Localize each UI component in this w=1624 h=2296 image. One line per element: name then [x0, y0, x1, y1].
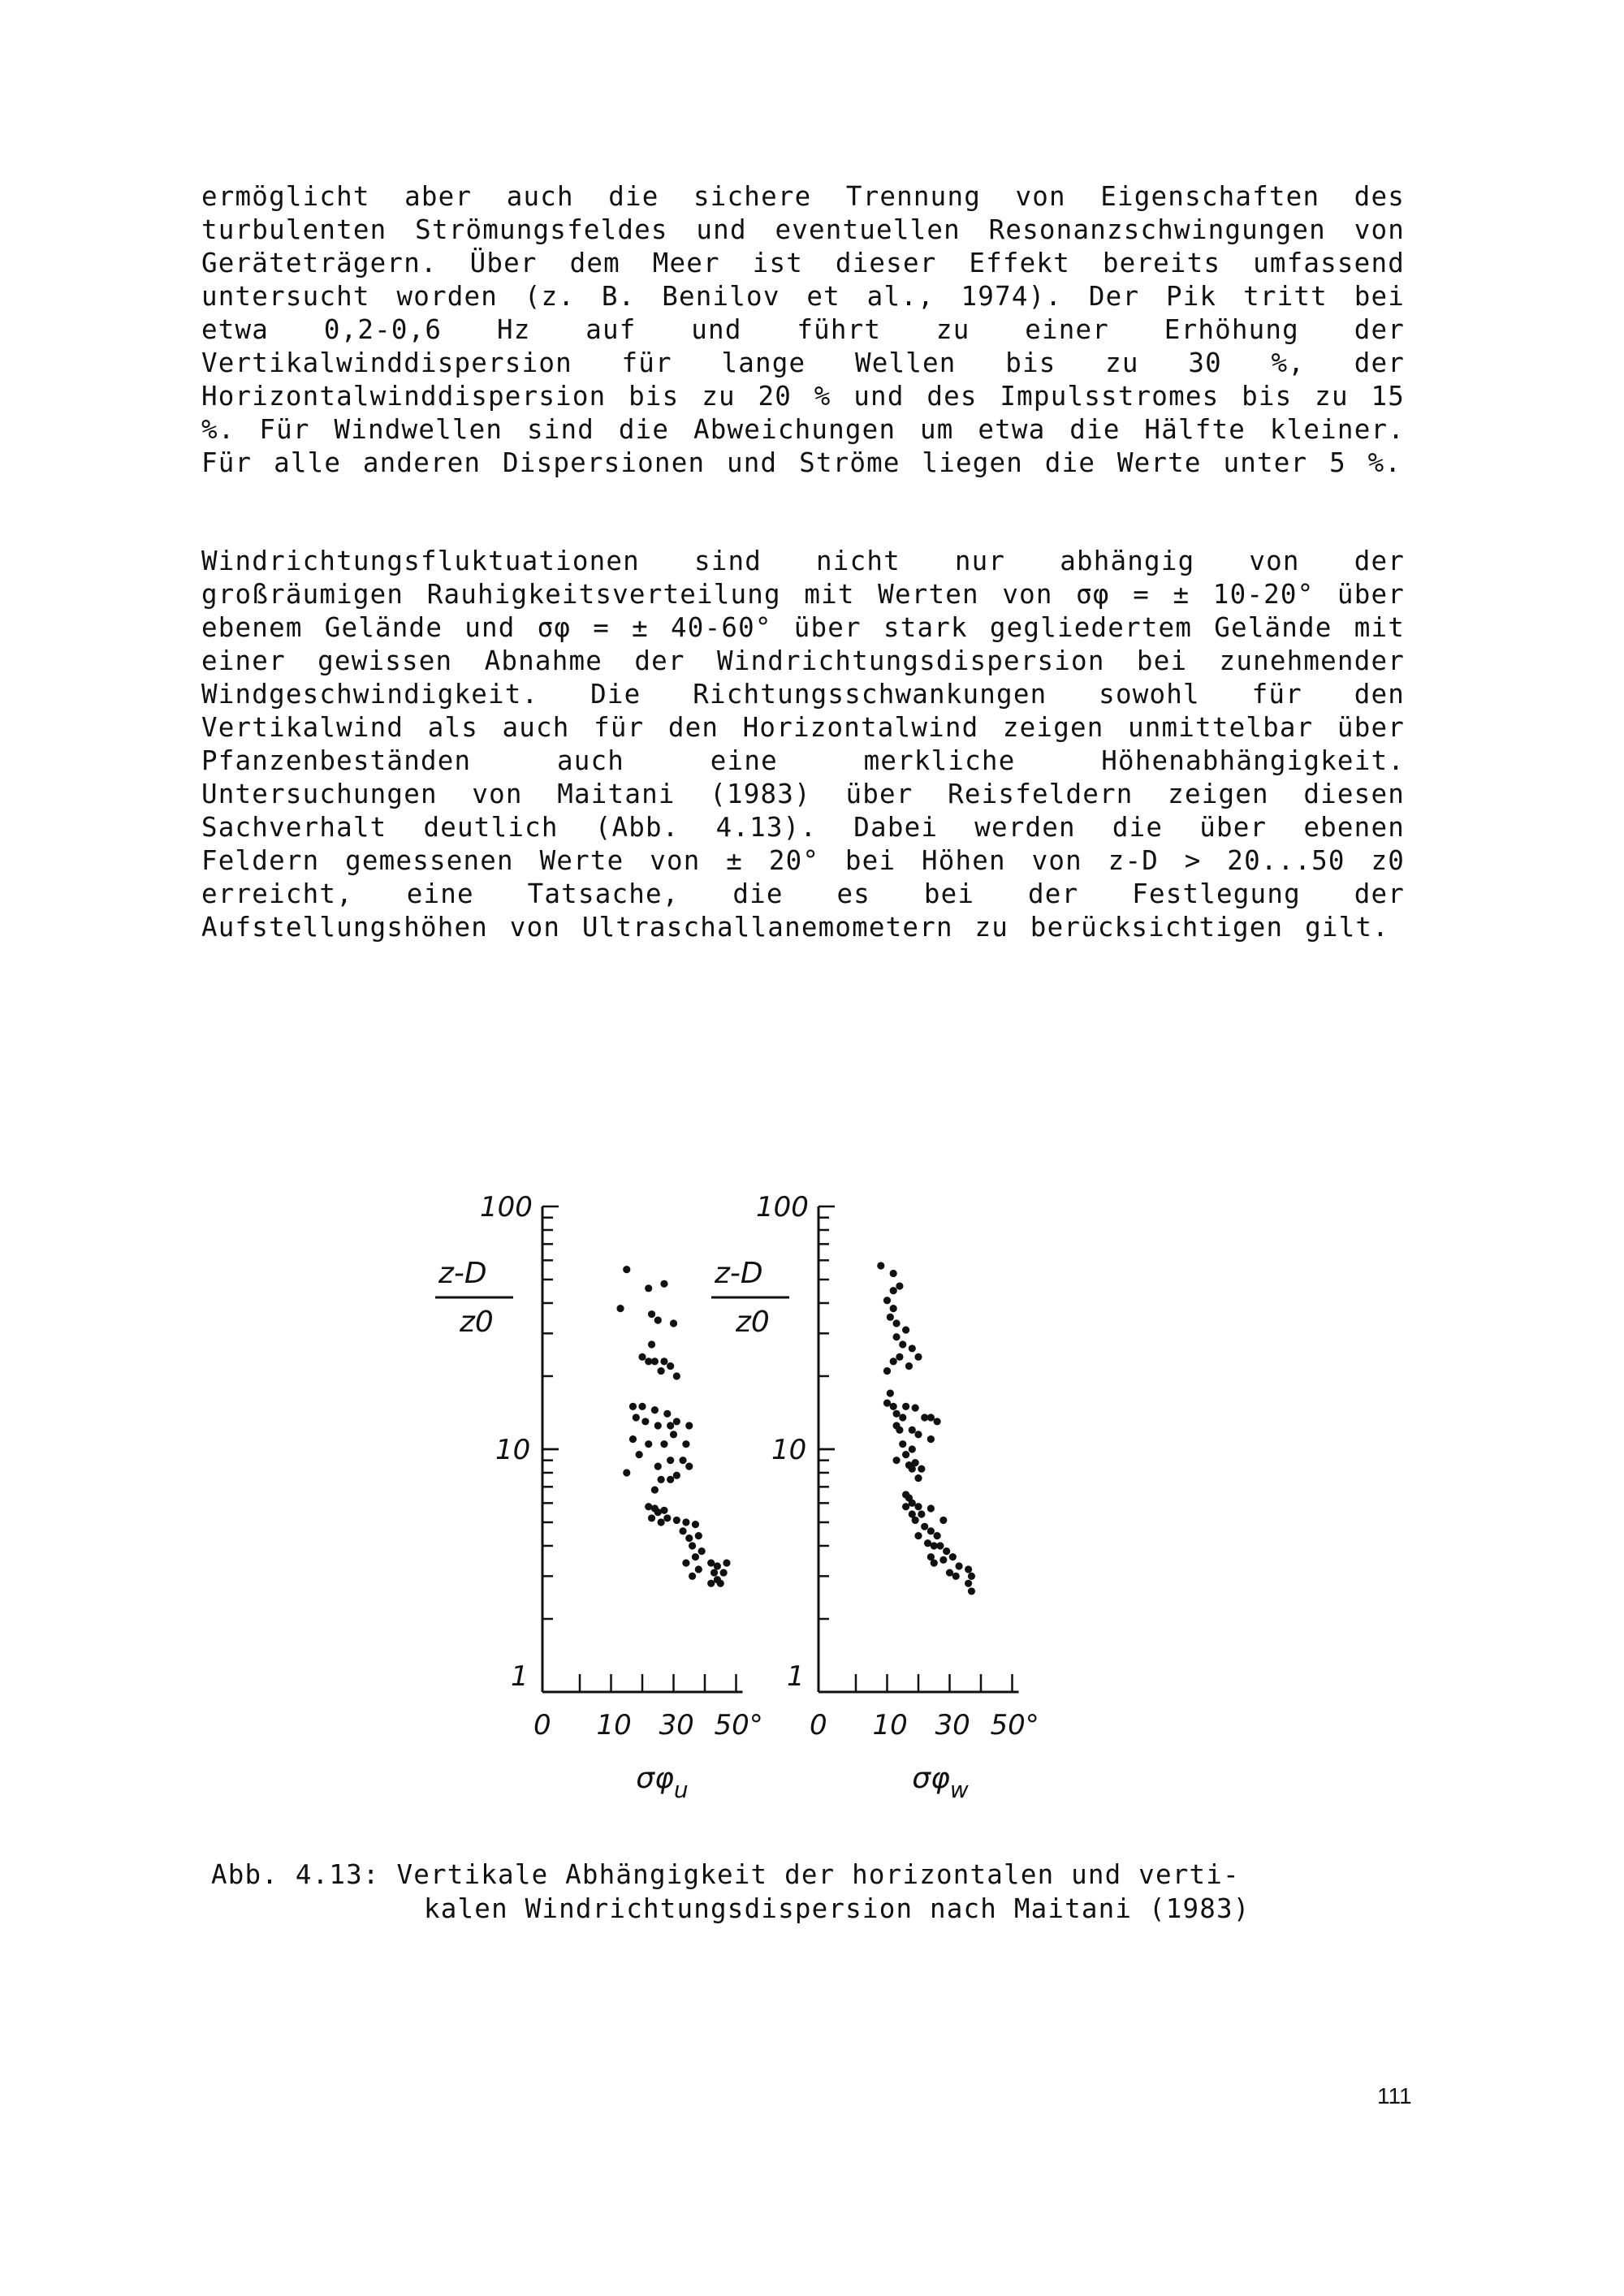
data-point	[629, 1403, 637, 1410]
figure-caption	[211, 1858, 1429, 1926]
data-point	[667, 1476, 674, 1483]
data-point	[651, 1357, 659, 1365]
data-point	[887, 1314, 894, 1321]
caption-line-1: Vertikale Abhängigkeit der horizontalen und verti-	[396, 1859, 1240, 1890]
data-point	[679, 1457, 686, 1464]
y-tick-label: 1	[511, 1660, 529, 1693]
caption-label: Abb. 4.13:	[211, 1859, 380, 1890]
data-point	[968, 1573, 975, 1580]
y-tick-label: 1	[787, 1660, 805, 1693]
caption-line-2: kalen Windrichtungsdispersion nach Maitani (1983)	[424, 1893, 1250, 1924]
data-point	[892, 1333, 900, 1340]
page-number: 111	[1377, 2083, 1412, 2108]
data-point	[909, 1465, 916, 1473]
body-paragraph-1: ermöglicht aber auch die sichere Trennung von Eigenschaften des turbulenten Strömungsfeldes und eventuellen Resonanzschwingungen von Geräteträgern. Über dem Meer ist dieser Effekt bereits umfassend untersucht worden (z. B. Benilov et al., 1974). Der Pik tritt bei etwa 0,2-0,6 Hz auf und führt zu einer Erhöhung der Vertikalwinddispersion für lange Wellen bis zu 30 %, der Horizontalwinddispersion bis zu 20 % und des Impulsstromes bis zu 15 %. Für Windwellen sind die Abweichungen um etwa die Hälfte kleiner. Für alle anderen Dispersionen und Ströme liegen die Werte unter 5 %.	[201, 181, 1405, 478]
data-point	[623, 1266, 630, 1273]
data-point	[896, 1282, 903, 1289]
data-point	[931, 1559, 938, 1566]
x-tick-label: 0	[810, 1709, 827, 1741]
data-point	[914, 1532, 922, 1539]
data-point	[909, 1344, 916, 1352]
data-point	[890, 1305, 897, 1312]
data-point	[667, 1457, 674, 1464]
data-point	[648, 1310, 655, 1318]
data-point	[695, 1532, 702, 1539]
data-point	[633, 1413, 640, 1421]
data-point	[914, 1353, 922, 1361]
data-point	[692, 1553, 699, 1560]
data-point	[689, 1573, 696, 1580]
data-point	[892, 1410, 900, 1418]
data-point	[717, 1580, 724, 1587]
data-point	[723, 1559, 730, 1566]
x-tick-label: 30	[935, 1709, 970, 1741]
data-point	[890, 1287, 897, 1294]
data-point	[934, 1532, 941, 1539]
data-point	[658, 1518, 665, 1526]
data-point	[673, 1372, 680, 1379]
data-point	[698, 1547, 706, 1555]
x-axis-label-subscript: u	[673, 1776, 689, 1803]
data-point	[890, 1357, 897, 1365]
data-point	[645, 1440, 652, 1448]
y-label-denominator: z0	[736, 1306, 770, 1339]
data-point	[943, 1547, 950, 1555]
data-point	[651, 1406, 659, 1413]
data-point	[629, 1435, 637, 1443]
data-point	[934, 1418, 941, 1425]
data-point	[641, 1418, 649, 1425]
data-point	[939, 1556, 947, 1564]
data-point	[905, 1362, 913, 1370]
y-label-numerator: z-D	[438, 1257, 487, 1290]
data-point	[685, 1422, 693, 1429]
data-point	[648, 1340, 655, 1348]
data-point	[682, 1440, 689, 1448]
data-point	[660, 1280, 667, 1288]
data-point	[682, 1559, 689, 1566]
data-point	[912, 1404, 919, 1411]
data-point	[890, 1270, 897, 1277]
data-point	[670, 1431, 677, 1438]
data-point	[883, 1297, 891, 1304]
data-point	[660, 1440, 667, 1448]
data-point	[651, 1486, 659, 1493]
data-point	[909, 1426, 916, 1434]
data-point	[927, 1504, 935, 1512]
data-point	[918, 1510, 925, 1517]
data-point	[939, 1517, 947, 1524]
data-point	[670, 1319, 677, 1327]
data-point	[707, 1580, 715, 1587]
data-point	[685, 1463, 693, 1470]
data-point	[927, 1435, 935, 1443]
x-axis-label: $\sigma\varphi_w$	[912, 1762, 969, 1803]
data-point	[689, 1542, 696, 1549]
y-label-numerator: z-D	[715, 1257, 763, 1290]
data-point	[899, 1440, 906, 1448]
data-point	[636, 1451, 643, 1458]
data-point	[914, 1431, 922, 1438]
y-tick-label: 100	[756, 1191, 809, 1224]
data-point	[899, 1340, 906, 1348]
data-point	[968, 1587, 975, 1595]
data-point	[909, 1445, 916, 1452]
data-point	[955, 1562, 962, 1569]
data-point	[918, 1465, 925, 1473]
x-tick-label: 10	[872, 1709, 908, 1741]
x-tick-label: 30	[659, 1709, 694, 1741]
data-point	[645, 1284, 652, 1292]
body-paragraph-2: Windrichtungsfluktuationen sind nicht nur abhängig von der großräumigen Rauhigkeitsverteilung mit Werten von σφ = ± 10-20° über ebenem Gelände und σφ = ± 40-60° über stark gegliedertem Gelände mit einer gewissen Abnahme der Windrichtungsdispersion bei zunehmender Windgeschwindigkeit. Die Richtungsschwankungen sowohl für den Vertikalwind als auch für den Horizontalwind zeigen unmittelbar über Pfanzenbeständen auch eine merkliche Höhenabhängigkeit. Untersuchungen von Maitani (1983) über Reisfeldern zeigen diesen Sachverhalt deutlich (Abb. 4.13). Dabei werden die über ebenen Feldern gemessenen Werte von ± 20° bei Höhen von z-D > 20...50 z0 erreicht, eine Tatsache, die es bei der Festlegung der Aufstellungshöhen von Ultraschallanemometern zu berücksichtigen gilt.	[201, 546, 1405, 943]
data-point	[714, 1562, 721, 1569]
data-point	[927, 1527, 935, 1534]
data-point	[902, 1503, 909, 1510]
data-point	[673, 1517, 680, 1524]
data-point	[912, 1517, 919, 1524]
y-label-denominator: z0	[460, 1306, 494, 1339]
data-point	[654, 1463, 662, 1470]
data-point	[892, 1457, 900, 1464]
data-point	[654, 1422, 662, 1429]
data-point	[902, 1403, 909, 1410]
data-point	[921, 1523, 928, 1530]
data-point	[673, 1472, 680, 1479]
data-point	[949, 1553, 957, 1560]
data-point	[909, 1500, 916, 1507]
data-point	[914, 1474, 922, 1482]
data-point	[660, 1357, 667, 1365]
data-point	[663, 1410, 671, 1418]
data-point	[667, 1362, 674, 1370]
data-point	[623, 1469, 630, 1476]
data-point	[710, 1569, 718, 1576]
x-tick-label: 50°	[990, 1709, 1039, 1741]
y-tick-label: 10	[771, 1434, 807, 1466]
data-point	[890, 1403, 897, 1410]
data-point	[896, 1353, 903, 1361]
data-point	[679, 1527, 686, 1534]
data-point	[682, 1518, 689, 1526]
data-point	[965, 1580, 972, 1587]
data-point	[660, 1507, 667, 1514]
x-tick-label: 0	[533, 1709, 551, 1741]
data-point	[695, 1565, 702, 1573]
x-tick-label: 50°	[714, 1709, 763, 1741]
y-tick-label: 100	[480, 1191, 533, 1224]
data-point	[638, 1353, 646, 1361]
data-point	[663, 1514, 671, 1521]
data-point	[648, 1514, 655, 1521]
data-point	[902, 1451, 909, 1458]
data-point	[914, 1503, 922, 1510]
data-point	[952, 1573, 960, 1580]
data-point	[667, 1422, 674, 1429]
data-point	[896, 1426, 903, 1434]
data-point	[692, 1521, 699, 1528]
data-point	[685, 1534, 693, 1542]
data-point	[638, 1403, 646, 1410]
x-axis-label: $\sigma\varphi_u$	[636, 1762, 689, 1803]
data-point	[892, 1319, 900, 1327]
data-point	[883, 1367, 891, 1375]
data-point	[654, 1316, 662, 1323]
data-point	[899, 1413, 906, 1421]
data-point	[887, 1389, 894, 1396]
data-point	[720, 1569, 728, 1576]
y-tick-label: 10	[495, 1434, 531, 1466]
data-point	[616, 1305, 624, 1312]
data-point	[965, 1565, 972, 1573]
data-point	[658, 1367, 665, 1375]
data-point	[877, 1262, 884, 1269]
data-point	[902, 1326, 909, 1333]
data-point	[927, 1413, 935, 1421]
x-axis-label-subscript: w	[949, 1776, 969, 1803]
data-point	[658, 1476, 665, 1483]
x-tick-label: 10	[596, 1709, 632, 1741]
data-point	[936, 1542, 944, 1549]
data-point	[673, 1418, 680, 1425]
